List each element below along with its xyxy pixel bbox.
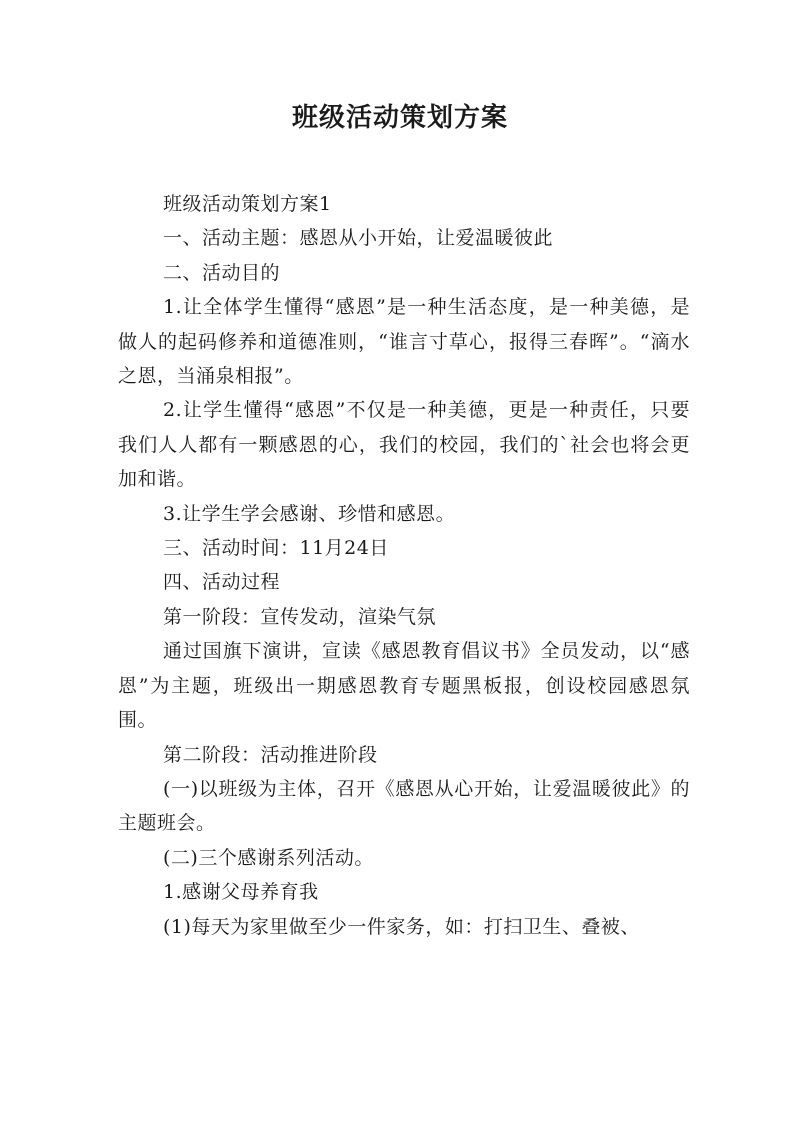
stage-2-item-2: (二)三个感谢系列活动。 — [163, 846, 374, 869]
stage-1-heading: 第一阶段：宣传发动，渲染气氛 — [163, 605, 437, 628]
stage-1-text: 通过国旗下演讲，宣读《感恩教育倡议书》全员发动，以“感恩”为主题，班级出一期感恩教育专题黑板报，创设校园感恩氛围。 — [118, 640, 690, 732]
stage-2-item-1: (一)以班级为主体，召开《感恩从心开始，让爱温暖彼此》的主题班会。 — [118, 777, 690, 835]
section-time: 三、活动时间：11月24日 — [163, 537, 389, 560]
purpose-item-3: 3.让学生学会感谢、珍惜和感恩。 — [163, 502, 456, 525]
document-title: 班级活动策划方案 — [291, 103, 508, 133]
thanks-parents-item-1: (1)每天为家里做至少一件家务，如：打扫卫生、叠被、 — [163, 915, 640, 938]
thanks-parents-heading: 1.感谢父母养育我 — [163, 881, 319, 904]
section-process-heading: 四、活动过程 — [163, 571, 281, 594]
heading-plan-1: 班级活动策划方案1 — [163, 193, 332, 215]
stage-2-heading: 第二阶段：活动推进阶段 — [163, 743, 378, 766]
document-body — [118, 187, 690, 944]
section-purpose-heading: 二、活动目的 — [163, 261, 281, 284]
purpose-item-1: 1.让全体学生懂得“感恩”是一种生活态度，是一种美德，是做人的起码修养和道德准则，“谁言寸草心，报得三春晖”。“滴水之恩，当涌泉相报”。 — [118, 296, 690, 388]
purpose-item-2: 2.让学生懂得“感恩”不仅是一种美德，更是一种责任，只要我们人人都有一颗感恩的心，我们的校园，我们的`社会也将会更加和谐。 — [118, 399, 690, 491]
section-theme: 一、活动主题：感恩从小开始，让爱温暖彼此 — [163, 227, 554, 250]
